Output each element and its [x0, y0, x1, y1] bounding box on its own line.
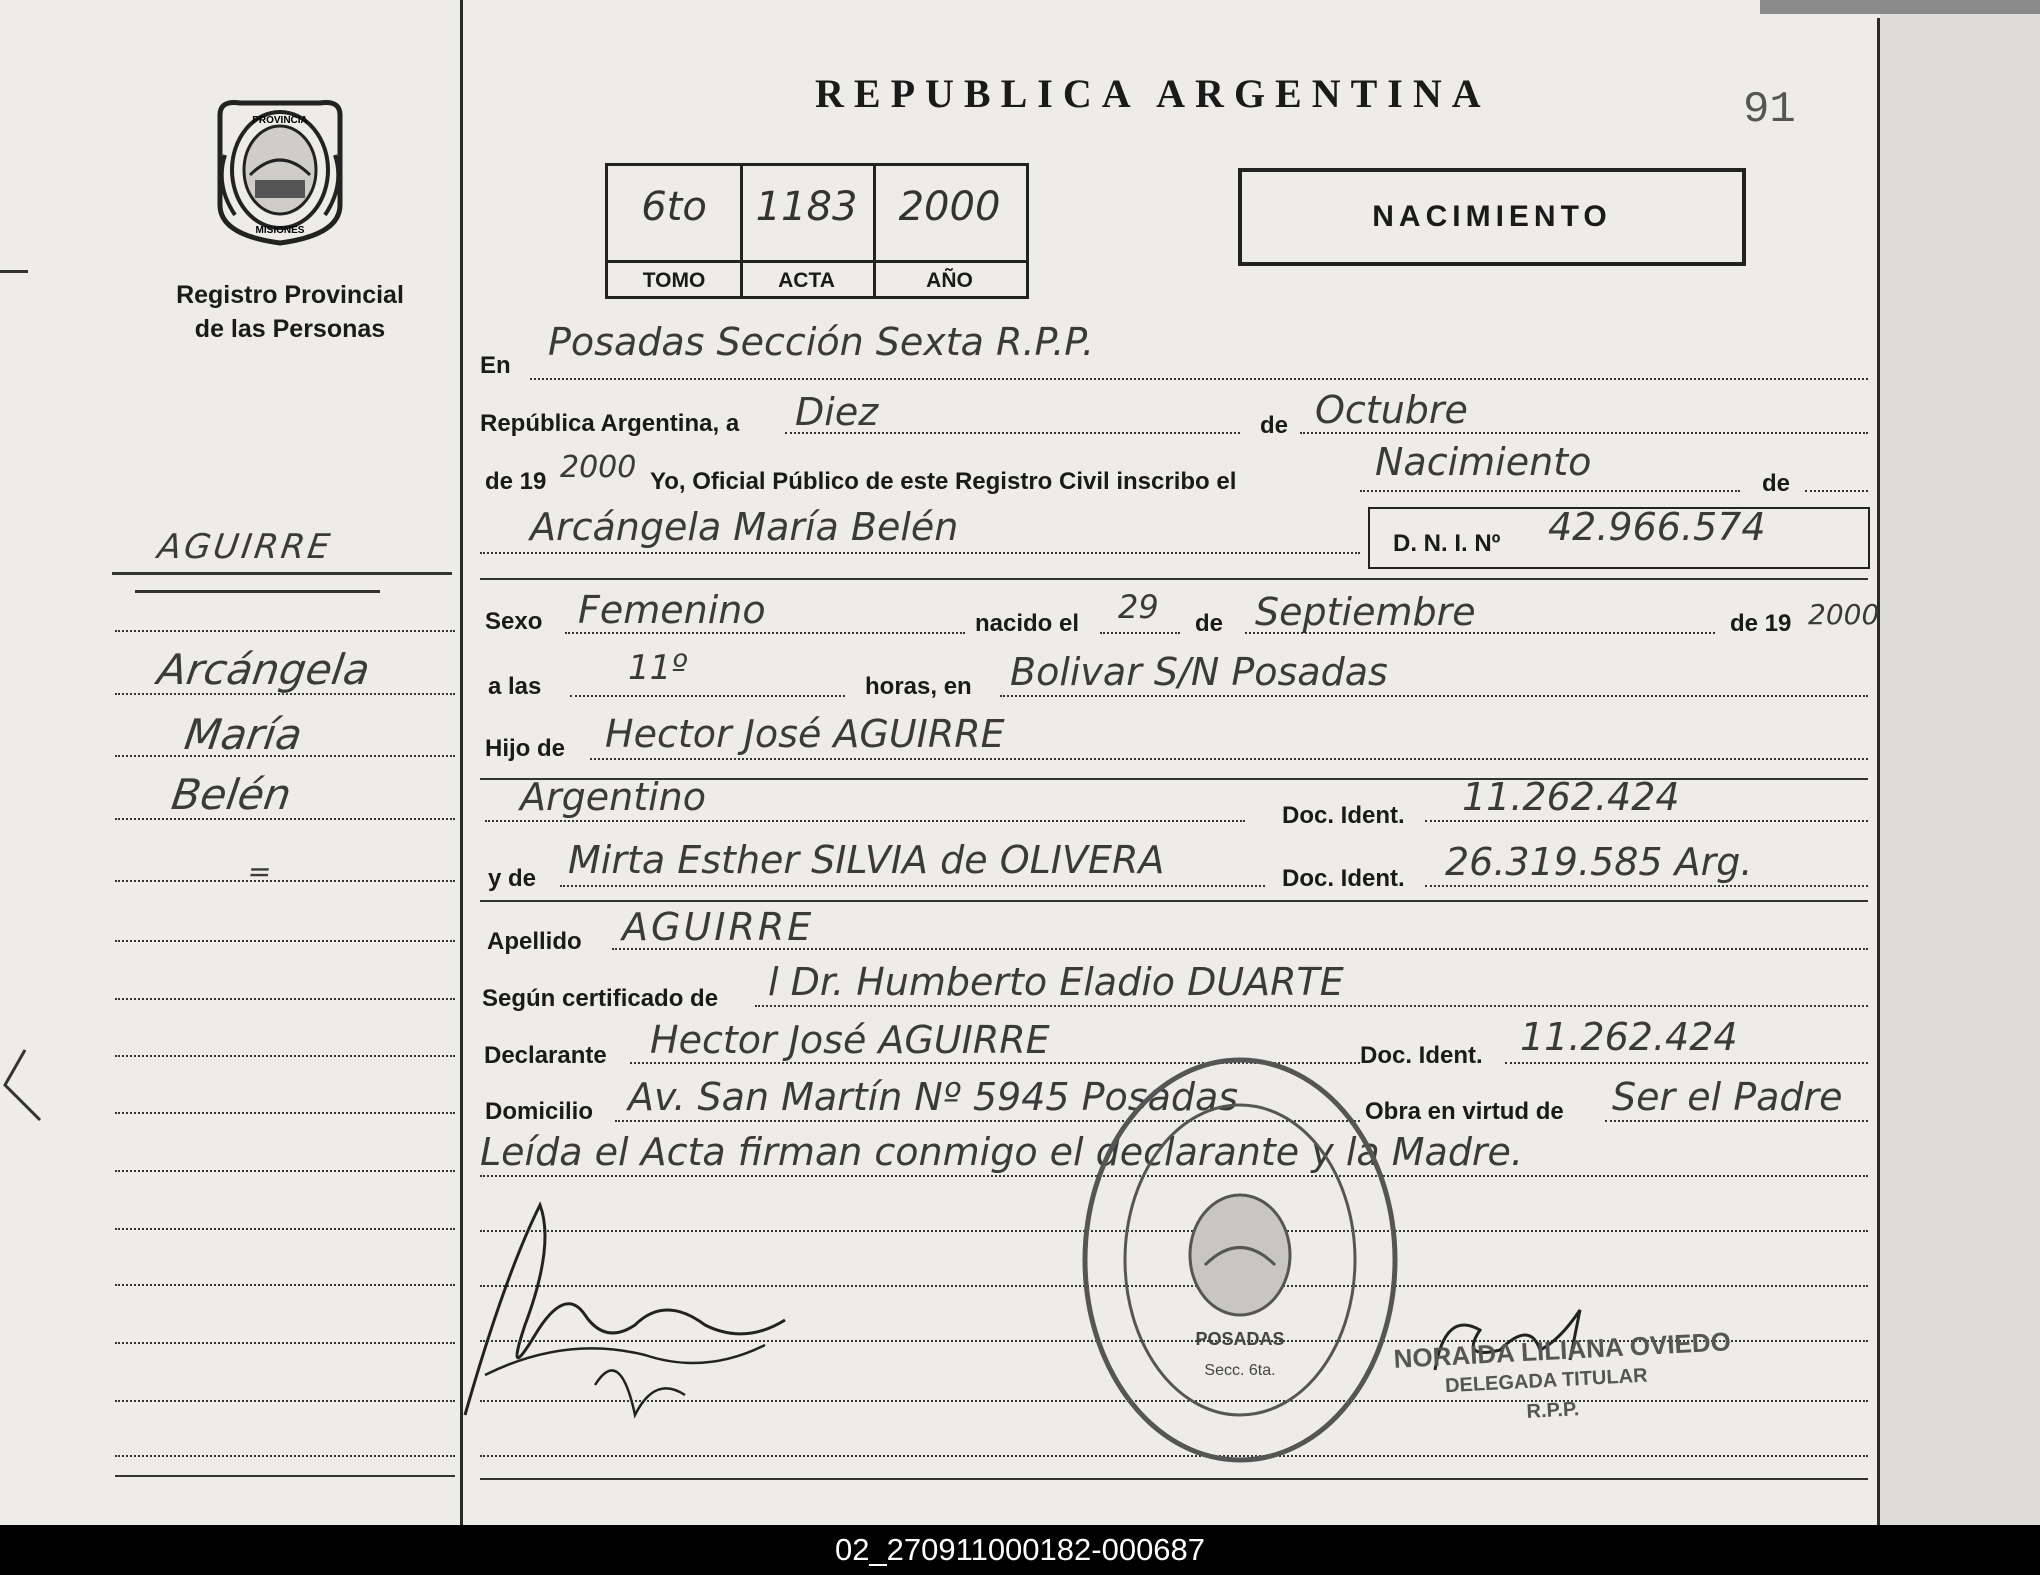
field-line — [1100, 632, 1180, 634]
day-value: Diez — [795, 390, 879, 434]
dni-value: 42.966.574 — [1548, 505, 1766, 549]
sidebar-surname: AGUIRRE — [155, 527, 336, 567]
svg-text:MISIONES: MISIONES — [255, 225, 305, 236]
domicilio-label: Domicilio — [485, 1098, 594, 1125]
margin-mark — [0, 1045, 50, 1125]
registry-label — [150, 278, 430, 346]
hour-value: 11º — [628, 648, 688, 688]
field-line — [785, 432, 1240, 434]
mother-doc-value: 26.319.585 Arg. — [1445, 840, 1753, 884]
mother-value: Mirta Esther SILVIA de OLIVERA — [568, 838, 1165, 882]
declarant-signature-icon — [445, 1185, 805, 1435]
acta-value: 1183 — [755, 184, 858, 230]
paper-edge — [1880, 0, 2040, 1525]
republica-label: República Argentina, a — [480, 410, 740, 437]
yde-label: y de — [488, 865, 537, 892]
birth-place-value: Bolivar S/N Posadas — [1010, 650, 1388, 694]
sex-value: Femenino — [578, 588, 766, 632]
section-rule — [480, 578, 1868, 580]
sidebar-dotted-line — [115, 693, 455, 695]
birth-month-value: Septiembre — [1255, 590, 1476, 634]
document-footer: 02_270911000182-000687 — [0, 1525, 2040, 1575]
field-line — [565, 632, 965, 634]
sidebar-dotted-line — [115, 1055, 455, 1057]
registry-label-line2: de las Personas — [194, 315, 386, 343]
sidebar-rule — [115, 1475, 455, 1477]
ano-label: AÑO — [873, 260, 1026, 299]
alas-label: a las — [488, 673, 542, 700]
month-value: Octubre — [1315, 388, 1468, 432]
sidebar-dotted-line — [115, 1342, 455, 1344]
certificado-value: l Dr. Humberto Eladio DUARTE — [768, 960, 1344, 1004]
svg-text:Secc. 6ta.: Secc. 6ta. — [1204, 1362, 1276, 1379]
page-number: 91 — [1743, 85, 1796, 135]
doc-ident-label: Doc. Ident. — [1282, 802, 1405, 829]
sidebar-dotted-line — [115, 1455, 455, 1457]
sidebar-dotted-line — [115, 940, 455, 942]
sidebar-dotted-line — [115, 1112, 455, 1114]
section-rule — [480, 1478, 1868, 1480]
doc-ident-label-2: Doc. Ident. — [1282, 865, 1405, 892]
sidebar-dotted-line — [115, 1170, 455, 1172]
ano-cell — [873, 166, 1026, 296]
birth-day-value: 29 — [1118, 588, 1159, 626]
field-line — [1245, 632, 1715, 634]
scan-strip — [1760, 0, 2040, 14]
field-line — [1425, 820, 1868, 822]
child-name-value: Arcángela María Belén — [530, 505, 959, 549]
field-line — [1425, 885, 1868, 887]
sidebar-mark: = — [245, 855, 274, 888]
section-rule — [480, 900, 1868, 902]
de19-label: de 19 — [485, 468, 547, 495]
sidebar-dotted-line — [115, 998, 455, 1000]
field-line — [612, 948, 1868, 950]
field-line — [570, 695, 845, 697]
dni-label: D. N. I. Nº — [1393, 530, 1501, 557]
year-value: 2000 — [560, 450, 637, 485]
record-id-table — [605, 163, 1029, 299]
sidebar-rule — [135, 590, 380, 593]
declarante-value: Hector José AGUIRRE — [650, 1018, 1050, 1062]
tomo-label: TOMO — [608, 260, 740, 299]
field-line — [1360, 490, 1740, 492]
sidebar-dotted-line — [115, 880, 455, 882]
field-line — [1605, 1120, 1868, 1122]
field-line — [485, 820, 1245, 822]
official-org: R.P.P. — [1526, 1398, 1580, 1423]
birth-year-value: 2000 — [1808, 598, 1880, 631]
sidebar-dotted-line — [115, 630, 455, 632]
official-title: DELEGADA TITULAR — [1444, 1364, 1649, 1398]
margin-mark — [0, 270, 28, 273]
registry-stamp-icon — [1075, 1050, 1405, 1470]
tomo-value: 6to — [641, 184, 707, 230]
father-nationality-value: Argentino — [520, 775, 706, 819]
sidebar-name3: Belén — [168, 770, 295, 819]
obra-value: Ser el Padre — [1612, 1075, 1843, 1119]
declarante-doc-value: 11.262.424 — [1520, 1015, 1738, 1059]
sidebar-dotted-line — [115, 1228, 455, 1230]
en-label: En — [480, 352, 511, 379]
field-line — [590, 758, 1868, 760]
field-line — [1805, 490, 1868, 492]
apellido-value: AGUIRRE — [622, 905, 815, 949]
misiones-seal-icon — [210, 95, 350, 247]
field-line — [1300, 432, 1868, 434]
field-line — [1000, 695, 1868, 697]
field-line — [1505, 1062, 1868, 1064]
sexo-label: Sexo — [485, 608, 543, 635]
sidebar-dotted-line — [115, 755, 455, 757]
yo-label: Yo, Oficial Público de este Registro Civil inscribo el — [650, 468, 1237, 495]
right-border — [1877, 18, 1880, 1525]
sidebar-rule — [112, 572, 452, 575]
svg-text:PROVINCIA: PROVINCIA — [252, 115, 308, 126]
field-line — [480, 552, 1360, 554]
hijo-label: Hijo de — [485, 735, 566, 762]
birth-year-label: de 19 — [1730, 610, 1792, 637]
horas-label: horas, en — [865, 673, 972, 700]
place-value: Posadas Sección Sexta R.P.P. — [548, 320, 1095, 364]
record-type-box: NACIMIENTO — [1238, 168, 1746, 266]
declarante-label: Declarante — [484, 1042, 607, 1069]
de-label-2: de — [1762, 470, 1791, 497]
ano-value: 2000 — [898, 184, 1001, 230]
registry-label-line1: Registro Provincial — [176, 281, 404, 309]
segun-label: Según certificado de — [482, 985, 719, 1012]
de-label: de — [1260, 412, 1289, 439]
official-name: NORAIDA LILIANA OVIEDO — [1392, 1326, 1732, 1374]
field-line — [530, 378, 1868, 380]
sidebar-name1: Arcángela — [154, 645, 373, 694]
father-value: Hector José AGUIRRE — [605, 712, 1005, 756]
nacido-label: nacido el — [975, 610, 1080, 637]
field-line — [755, 1005, 1868, 1007]
official-name-stamp — [1393, 1326, 1735, 1434]
tomo-cell — [608, 166, 743, 296]
sidebar-dotted-line — [115, 818, 455, 820]
field-line — [560, 885, 1265, 887]
svg-text:POSADAS: POSADAS — [1195, 1329, 1285, 1349]
doc-ident-label-3: Doc. Ident. — [1360, 1042, 1483, 1069]
sidebar-dotted-line — [115, 1284, 455, 1286]
page-title: REPUBLICA ARGENTINA — [815, 71, 1491, 116]
apellido-label: Apellido — [487, 928, 582, 955]
obra-label: Obra en virtud de — [1365, 1098, 1564, 1125]
acta-label: ACTA — [740, 260, 873, 299]
sidebar-name2: María — [181, 710, 306, 759]
closing-text: Leída el Acta firman conmigo el declarante y la Madre. — [480, 1130, 1524, 1174]
sidebar-dotted-line — [115, 1400, 455, 1402]
father-doc-value: 11.262.424 — [1462, 775, 1680, 819]
event-value: Nacimiento — [1375, 440, 1592, 484]
domicilio-value: Av. San Martín Nº 5945 Posadas — [628, 1075, 1239, 1119]
de-label-3: de — [1195, 610, 1224, 637]
acta-cell — [740, 166, 876, 296]
